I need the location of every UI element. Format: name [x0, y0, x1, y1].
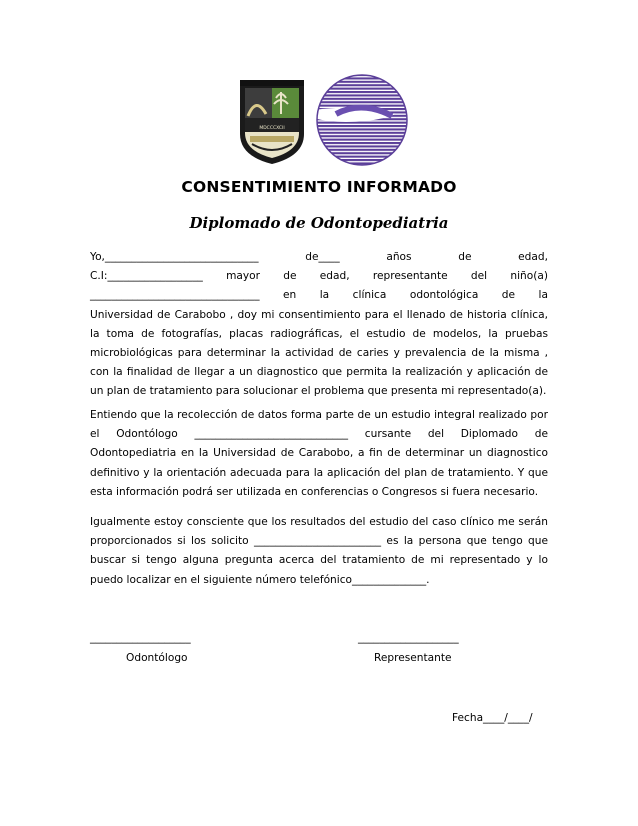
page-subtitle: Diplomado de Odontopediatria — [189, 214, 449, 232]
p1-line-2: C.I:__________________ mayor de edad, representante del niño(a) — [90, 270, 548, 283]
consent-paragraph-2: Entiendo que la recolección de datos forma parte de un estudio integral realizado por el Odontólogo _____________________________ cursante del Diplomado de Odontopediatria en la Universidad de Carabobo, a fin de determinar un diagnostico definitivo y la orientación adecuada para la aplicación del plan de tratamiento. Y que esta información podrá ser utilizada en conferencias o Congresos si fuera necesario. — [90, 409, 548, 498]
page-title: CONSENTIMIENTO INFORMADO — [181, 178, 457, 196]
signature-line-odontologo: ___________________ — [90, 632, 191, 644]
seal-year-text: MDCCCXCII — [259, 126, 285, 131]
purple-striped-circle-icon — [316, 74, 408, 166]
p1-line-3: ________________________________ en la clínica odontológica de la — [90, 289, 548, 302]
signature-line-representante: ___________________ — [358, 632, 459, 644]
header-logos — [0, 74, 638, 174]
consent-paragraph-1 — [90, 248, 548, 402]
date-field: Fecha____/____/ — [452, 712, 533, 724]
university-seal-icon — [236, 76, 308, 166]
signature-label-representante: Representante — [374, 652, 452, 664]
p1-line-1: Yo,_____________________________ de____ años de edad, — [90, 251, 548, 263]
signature-label-odontologo: Odontólogo — [126, 652, 188, 664]
consent-paragraph-3: Igualmente estoy consciente que los resultados del estudio del caso clínico me serán proporcionados si los solicito ________________________ es la persona que tengo que buscar si tengo alguna pregunta acerca del tratamiento de mi representado y lo puedo localizar en el siguiente número telefónico______________. — [90, 516, 548, 586]
p1-rest: Universidad de Carabobo , doy mi consentimiento para el llenado de historia clínica, la toma de fotografías, placas radiográficas, el estudio de modelos, la pruebas microbiológicas para determinar la actividad de caries y prevalencia de la misma , con la finalidad de llegar a un diagnostico que permita la realización y aplicación de un plan de tratamiento para solucionar el problema que presenta mi representado(a). — [90, 308, 548, 398]
